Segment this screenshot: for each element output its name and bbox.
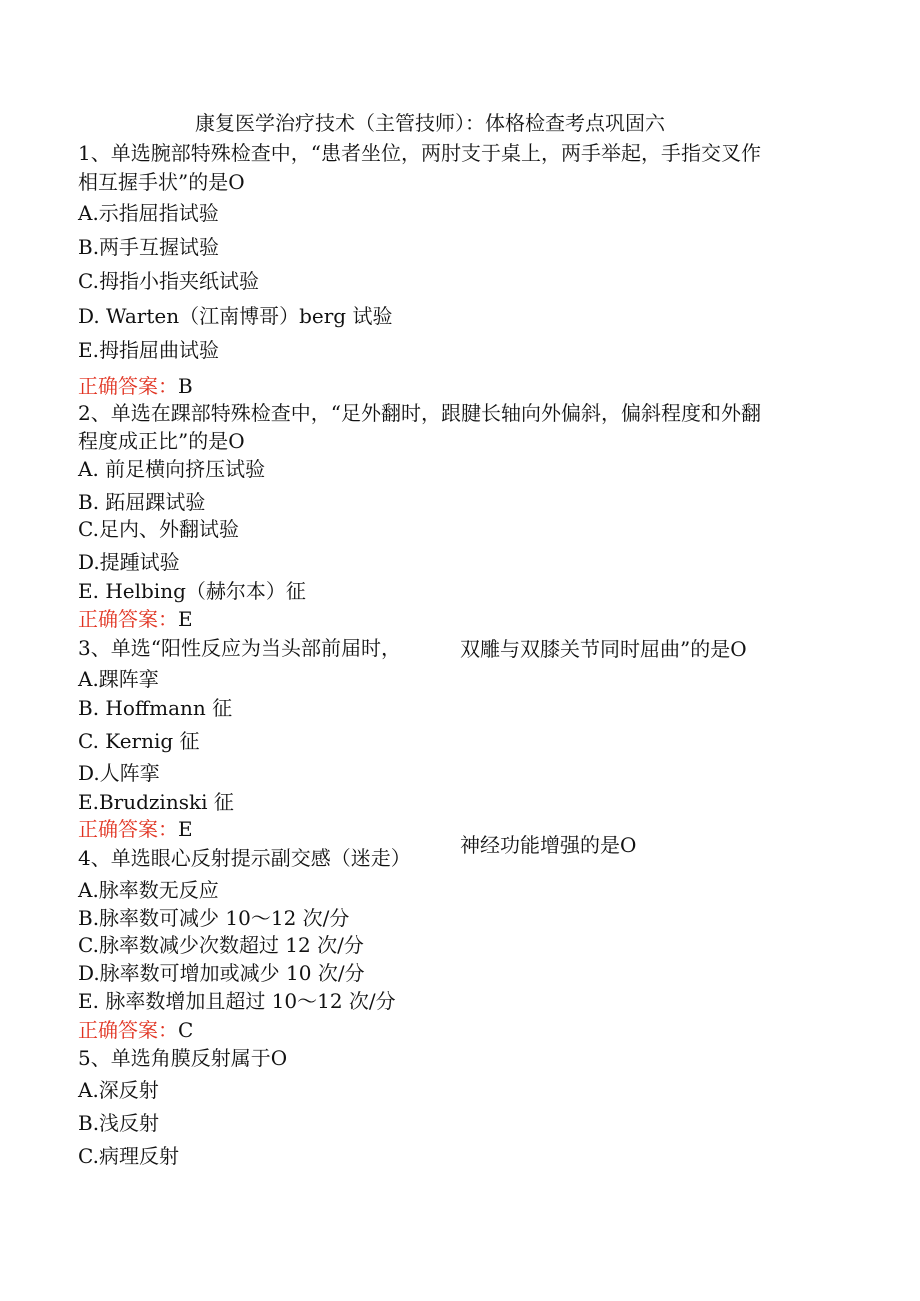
question-2-answer: [78, 607, 193, 631]
question-1-answer: [78, 374, 193, 398]
question-1-option-a: A.示指屈指试验: [78, 201, 219, 225]
page-title: 康复医学治疗技术（主管技师）：体格检查考点巩固六: [195, 111, 665, 135]
question-4-stem-part-2: 神经功能增强的是O: [460, 833, 637, 857]
question-4-option-b: B.脉率数可减少 10～12 次/分: [78, 906, 350, 930]
question-2-stem-line-1: 2、单选在踝部特殊检查中，“足外翻时，跟腱长轴向外偏斜，偏斜程度和外翻: [78, 401, 761, 425]
question-1-stem-line-1: 1、单选腕部特殊检查中，“患者坐位，两肘支于桌上，两手举起，手指交叉作: [78, 141, 761, 165]
question-3-option-e: E.Brudzinski 征: [78, 790, 234, 814]
question-1-option-c: C.拇指小指夹纸试验: [78, 269, 259, 293]
question-2-option-b: B. 跖屈踝试验: [78, 490, 206, 514]
question-3-stem-part-1: 3、单选“阳性反应为当头部前届时，: [78, 636, 401, 660]
question-3-answer: [78, 817, 193, 841]
question-5-option-b: B.浅反射: [78, 1111, 160, 1135]
question-5-option-c: C.病理反射: [78, 1144, 179, 1168]
answer-value: E: [178, 607, 193, 631]
answer-value: E: [178, 817, 193, 841]
question-2-option-d: D.提踵试验: [78, 550, 180, 574]
question-3-option-a: A.踝阵挛: [78, 667, 159, 691]
question-5-stem-line-1: 5、单选角膜反射属于O: [78, 1046, 288, 1070]
question-3-option-d: D.人阵挛: [78, 761, 160, 785]
question-2-stem-line-2: 程度成正比”的是O: [78, 429, 245, 453]
question-1-option-b: B.两手互握试验: [78, 235, 220, 259]
question-3-option-c: C. Kernig 征: [78, 729, 200, 753]
question-2-option-a: A. 前足横向挤压试验: [78, 457, 266, 481]
question-4-option-a: A.脉率数无反应: [78, 878, 219, 902]
question-3-option-b: B. Hoffmann 征: [78, 696, 233, 720]
question-2-option-c: C.足内、外翻试验: [78, 517, 239, 541]
question-1-stem-line-2: 相互握手状”的是O: [78, 170, 245, 194]
answer-value: C: [178, 1018, 194, 1042]
question-2-option-e: E. Helbing（赫尔本）征: [78, 579, 306, 603]
question-1-option-e: E.拇指屈曲试验: [78, 338, 219, 362]
question-1-option-d: D. Warten（江南博哥）berg 试验: [78, 304, 393, 328]
question-5-option-a: A.深反射: [78, 1078, 159, 1102]
question-4-stem-part-1: 4、单选眼心反射提示副交感（迷走）: [78, 846, 411, 870]
answer-label: 正确答案：: [78, 374, 178, 398]
answer-label: 正确答案：: [78, 817, 178, 841]
question-4-option-d: D.脉率数可增加或减少 10 次/分: [78, 961, 365, 985]
question-3-stem-part-2: 双雕与双膝关节同时屈曲”的是O: [460, 637, 747, 661]
answer-value: B: [178, 374, 193, 398]
answer-label: 正确答案：: [78, 1018, 178, 1042]
question-4-option-c: C.脉率数减少次数超过 12 次/分: [78, 933, 364, 957]
question-4-option-e: E. 脉率数增加且超过 10～12 次/分: [78, 989, 396, 1013]
question-4-answer: [78, 1018, 193, 1042]
answer-label: 正确答案：: [78, 607, 178, 631]
